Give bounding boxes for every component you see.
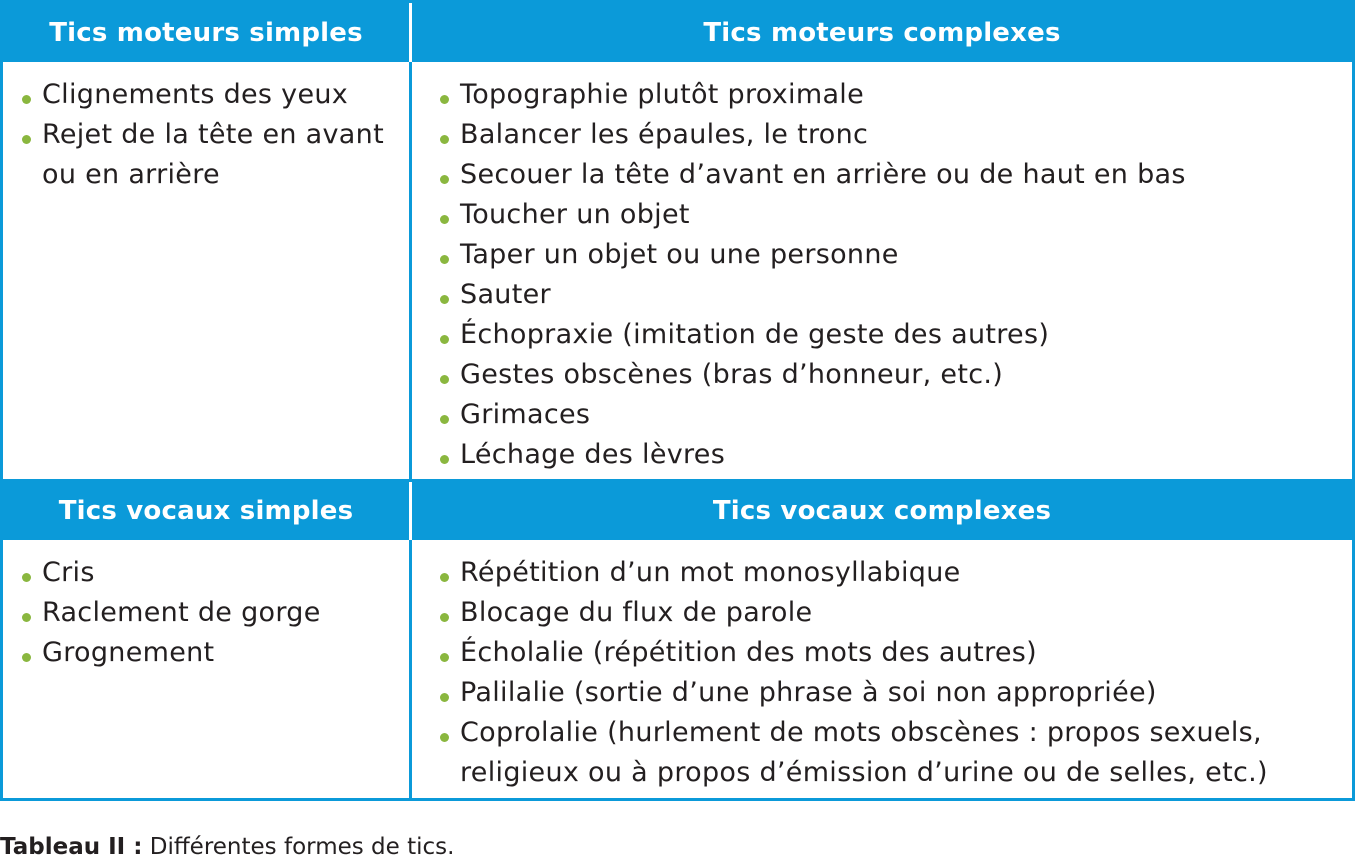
list-item <box>438 673 1332 713</box>
list-item-text: Gestes obscènes (bras d’honneur, etc.) <box>460 359 1004 390</box>
motor-complex-header: Tics moteurs complexes <box>703 17 1061 48</box>
list-item-text: Toucher un objet <box>460 199 690 230</box>
bullet-dot-icon <box>440 295 449 304</box>
list-item <box>20 553 401 593</box>
bullet-dot-icon <box>22 653 31 662</box>
list-item-text: Taper un objet ou une personne <box>460 239 899 270</box>
list-item <box>438 553 1332 593</box>
motor-header-row <box>3 3 1352 62</box>
motor-complex-list <box>438 75 1332 475</box>
list-item-text: Topographie plutôt proximale <box>460 79 865 110</box>
motor-simple-cell <box>3 62 412 479</box>
table-caption <box>0 832 454 862</box>
list-item <box>438 195 1332 235</box>
list-item-text: Rejet de la tête en avant ou en arrière <box>42 119 384 190</box>
list-item <box>438 115 1332 155</box>
list-item <box>20 593 401 633</box>
list-item <box>438 593 1332 633</box>
bullet-dot-icon <box>22 573 31 582</box>
bullet-dot-icon <box>440 733 449 742</box>
list-item-text: Léchage des lèvres <box>460 439 726 470</box>
list-item <box>438 395 1332 435</box>
bullet-dot-icon <box>440 653 449 662</box>
list-item-text: Grimaces <box>460 399 591 430</box>
vocal-simple-header: Tics vocaux simples <box>3 482 412 540</box>
list-item-text: Secouer la tête d’avant en arrière ou de haut en bas <box>460 159 1186 190</box>
caption-label: Tableau II : <box>0 834 143 860</box>
motor-complex-cell <box>412 62 1352 479</box>
list-item <box>438 275 1332 315</box>
bullet-dot-icon <box>440 95 449 104</box>
motor-body-row <box>3 62 1352 479</box>
vocal-simple-list <box>20 553 401 673</box>
vocal-complex-header: Tics vocaux complexes <box>712 496 1052 526</box>
list-item-text: Coprolalie (hurlement de mots obscènes : propos sexuels, religieux ou à propos d’émission d’urine ou de selles, etc.) <box>460 717 1268 788</box>
list-item <box>438 75 1332 115</box>
list-item <box>20 115 401 195</box>
list-item-text: Blocage du flux de parole <box>460 597 813 628</box>
bullet-dot-icon <box>440 415 449 424</box>
list-item-text: Clignements des yeux <box>42 79 349 110</box>
vocal-complex-cell <box>412 540 1352 798</box>
vocal-header-row <box>3 479 1352 540</box>
list-item <box>438 155 1332 195</box>
list-item <box>438 355 1332 395</box>
bullet-dot-icon <box>440 175 449 184</box>
list-item-text: Écholalie (répétition des mots des autres) <box>460 637 1037 668</box>
motor-simple-header: Tics moteurs simples <box>3 3 412 62</box>
list-item-text: Palilalie (sortie d’une phrase à soi non appropriée) <box>460 677 1157 708</box>
list-item <box>20 633 401 673</box>
vocal-complex-list <box>438 553 1332 793</box>
bullet-dot-icon <box>440 255 449 264</box>
list-item <box>438 315 1332 355</box>
list-item-text: Balancer les épaules, le tronc <box>460 119 869 150</box>
list-item <box>438 713 1332 793</box>
motor-simple-list <box>20 75 401 195</box>
bullet-dot-icon <box>22 613 31 622</box>
list-item-text: Grognement <box>42 637 215 668</box>
list-item-text: Échopraxie (imitation de geste des autres) <box>460 319 1050 350</box>
bullet-dot-icon <box>440 135 449 144</box>
list-item-text: Cris <box>42 557 95 588</box>
vocal-simple-cell <box>3 540 412 798</box>
bullet-dot-icon <box>440 335 449 344</box>
bullet-dot-icon <box>440 693 449 702</box>
list-item <box>438 435 1332 475</box>
bullet-dot-icon <box>440 375 449 384</box>
bullet-dot-icon <box>22 135 31 144</box>
bullet-dot-icon <box>440 455 449 464</box>
bullet-dot-icon <box>440 215 449 224</box>
list-item <box>20 75 401 115</box>
list-item-text: Sauter <box>460 279 551 310</box>
vocal-body-row <box>3 540 1352 798</box>
list-item <box>438 235 1332 275</box>
bullet-dot-icon <box>440 573 449 582</box>
bullet-dot-icon <box>22 95 31 104</box>
caption-text: Différentes formes de tics. <box>142 834 455 860</box>
bullet-dot-icon <box>440 613 449 622</box>
list-item-text: Raclement de gorge <box>42 597 321 628</box>
list-item <box>438 633 1332 673</box>
list-item-text: Répétition d’un mot monosyllabique <box>460 557 961 588</box>
